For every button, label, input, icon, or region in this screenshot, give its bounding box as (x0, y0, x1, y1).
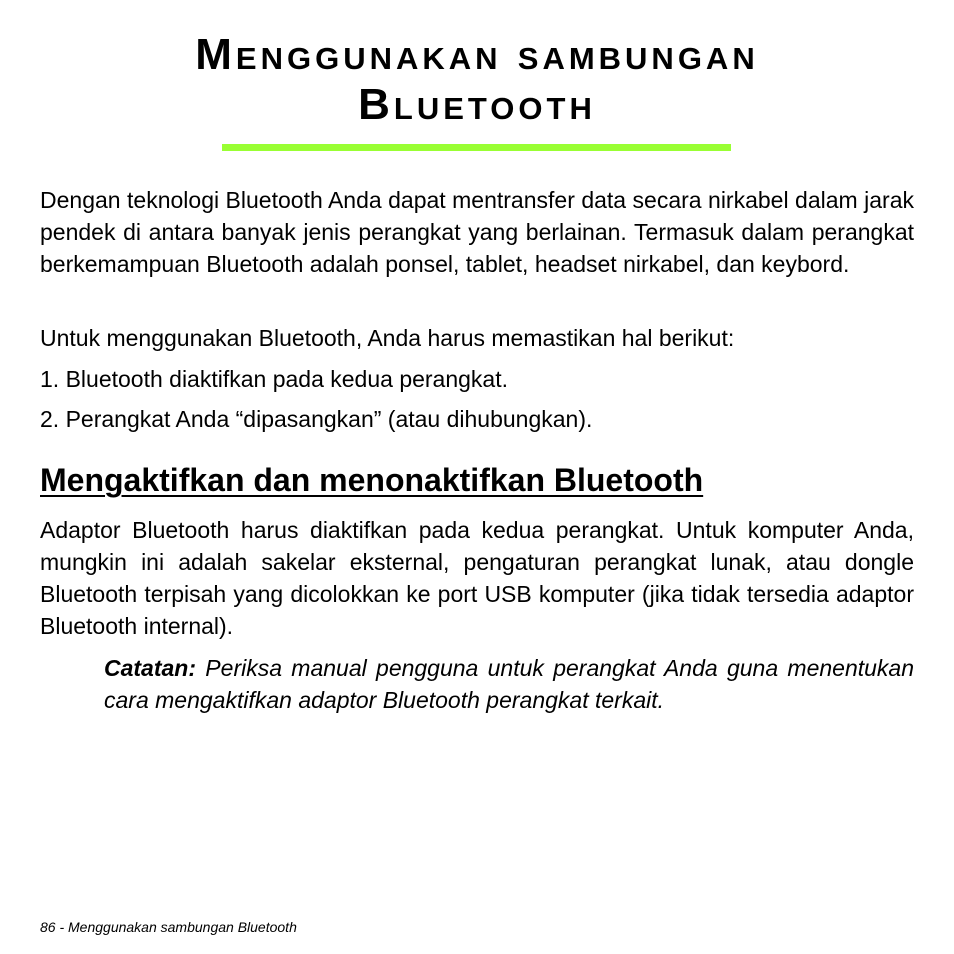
requirement-item-1: 1. Bluetooth diaktifkan pada kedua perangkat. (40, 366, 509, 392)
page-title-line2: Bluetooth (358, 80, 596, 129)
intro-paragraph-1: Dengan teknologi Bluetooth Anda dapat mentransfer data secara nirkabel dalam jarak pendek di antara banyak jenis perangkat yang berlainan. Termasuk dalam perangkat berkemampuan Bluetooth adalah ponsel, tablet, headset nirkabel, dan keybord. (40, 187, 914, 277)
page-footer: 86 - Menggunakan sambungan Bluetooth (40, 919, 297, 935)
requirement-item-2: 2. Perangkat Anda “dipasangkan” (atau dihubungkan). (40, 406, 593, 432)
note-block (104, 652, 914, 716)
note-label: Catatan: (104, 655, 197, 681)
note-text: Periksa manual pengguna untuk perangkat Anda guna menentukan cara mengaktifkan adaptor Bluetooth perangkat terkait. (104, 655, 914, 713)
section-heading: Mengaktifkan dan menonaktifkan Bluetooth (40, 462, 704, 498)
page-title (0, 30, 954, 130)
page-title-line1: Menggunakan sambungan (195, 30, 759, 79)
intro-paragraph-2: Untuk menggunakan Bluetooth, Anda harus memastikan hal berikut: (40, 325, 735, 351)
title-underline-rule (222, 144, 731, 151)
section-paragraph: Adaptor Bluetooth harus diaktifkan pada kedua perangkat. Untuk komputer Anda, mungkin ini adalah sakelar eksternal, pengaturan perangkat lunak, atau dongle Bluetooth terpisah yang dicolokkan ke port USB komputer (jika tidak tersedia adaptor Bluetooth internal). (40, 517, 914, 639)
